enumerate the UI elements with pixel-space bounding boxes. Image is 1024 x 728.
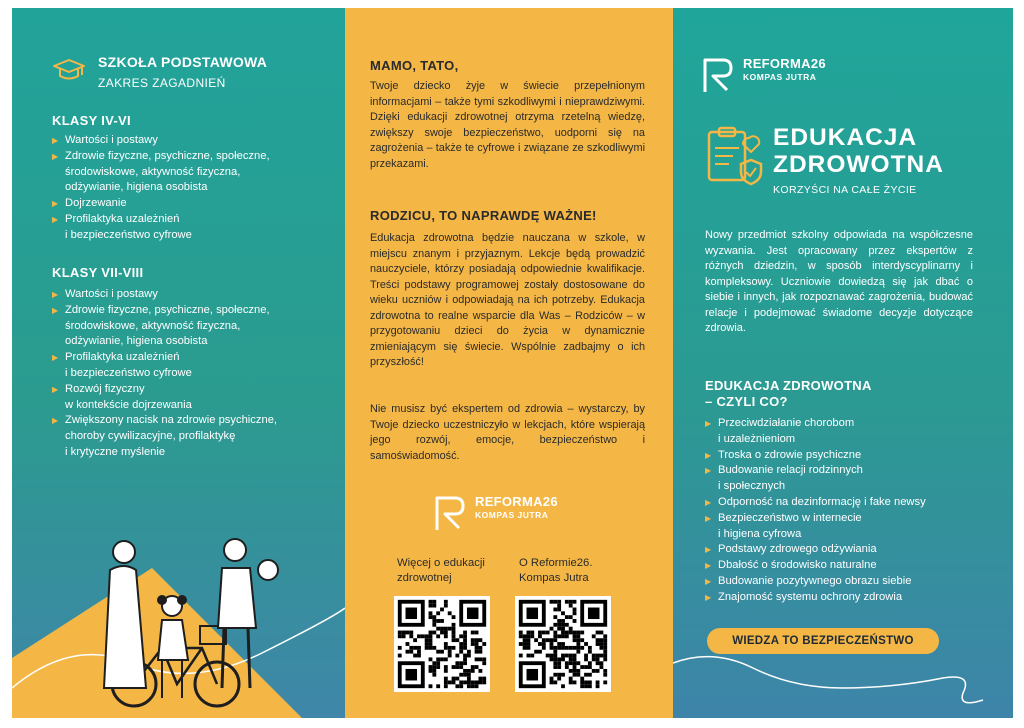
intro-paragraph: Nowy przedmiot szkolny odpowiada na współczesne wyzwania. Jest opracowany przez ekspertów z różnych dziedzin, w sposób interdyscyplinarny i kompleksowy. Uczniowie dowiedzą się jak dbać o siebie i innych, jak rozpoznawać zagrożenia, budować relacje i podejmować świadome decyzje dotyczące zdrowia. [705,229,973,334]
reforma-logo-icon [701,56,735,94]
logo-sub: KOMPAS JUTRA [743,72,817,82]
knowledge-is-safety-button[interactable]: WIEDZA TO BEZPIECZEŃSTWO [707,628,939,654]
important-heading: RODZICU, TO NAPRAWDĘ WAŻNE! [370,208,597,223]
list-item [705,416,995,448]
qr-caption-line: O Reformie26. [519,557,593,569]
qr-caption-health [397,556,485,586]
list-item [705,511,995,543]
brochure-title [773,124,944,178]
tagline: KORZYŚCI NA CAŁE ŻYCIE [773,184,917,196]
list-item-line: i bezpieczeństwo cyfrowe [65,228,192,241]
logo-name: REFORMA26 [475,494,558,509]
classes-iv-vi-heading: KLASY IV-VI [52,113,131,128]
reforma-logo-right [701,56,826,94]
list-item-line: środowiskowe, aktywność fizyczna, [65,165,241,178]
important-paragraph: Edukacja zdrowotna będzie nauczana w szkole, w miejscu znanym i przyjaznym. Lekcje będą prowadzić nauczyciele, którzy posiadają odpowiednie kwalifikacje. Treści podstawy programowej zostały dostosowane do wieku uczniów i odpowiadają na ich potrzeby. Edukacja zdrowotna to realne wsparcie dla Was – Rodziców – w przygotowaniu dzieci do życia w dynamicznie zmieniającym się świecie. Wspólnie zadbajmy o ich przyszłość! [370,232,645,368]
school-subtitle: ZAKRES ZAGADNIEŃ [98,76,226,90]
heading-line: – CZYLI CO? [705,394,788,409]
list-item-line: ▶ Znajomość systemu ochrony zdrowia [718,590,903,603]
list-item-line: ▶ Odporność na dezinformację i fake newsy [718,495,926,508]
list-item [705,495,995,511]
list-item-line: odżywianie, higiena osobista [65,335,208,348]
parents-heading: MAMO, TATO, [370,58,459,73]
list-item-line: ▶ Profilaktyka uzależnień [65,351,180,364]
list-item [705,542,995,558]
list-item-line: ▶ Wartości i postawy [65,134,158,146]
list-item-line: i krytyczne myślenie [65,445,166,458]
benefits-heading [705,378,872,410]
list-item-line: ▶ Zwiększony nacisk na zdrowie psychiczne, [65,414,278,427]
list-item-line: ▶ Przeciwdziałanie chorobom [718,417,855,429]
list-item [705,448,995,464]
family-bicycle-illustration [12,488,345,718]
expert-paragraph: Nie musisz być ekspertem od zdrowia – wystarczy, by Twoje dziecko uczestniczyło w lekcjach, które wspierają jego rozwój, emocje, bezpieczeństwo i samoświadomość. [370,403,645,462]
list-item-line: ▶ Budowanie relacji rodzinnych [718,464,863,477]
qr-caption-line: Więcej o edukacji [397,557,485,569]
reforma-logo-middle [433,494,558,532]
list-item-line: i społecznych [718,480,786,493]
list-item-line: ▶ Bezpieczeństwo w internecie [718,511,862,524]
classes-vii-viii-list [52,287,337,461]
list-item [52,196,337,212]
health-record-shield-icon [705,124,765,188]
qr-code-health[interactable] [394,596,490,692]
qr-caption-line: Kompas Jutra [519,572,589,584]
list-item-line: ▶ Troska o zdrowie psychiczne [718,448,862,461]
graduation-cap-icon [52,57,86,85]
title-line: ZDROWOTNA [773,151,944,178]
list-item-line: ▶ Wartości i postawy [65,288,158,300]
list-item-line: środowiskowe, aktywność fizyczna, [65,319,241,332]
list-item-line: ▶ Budowanie pozytywnego obrazu siebie [718,574,912,587]
qr-caption-reform [519,556,592,586]
list-item-line: ▶ Zdrowie fizyczne, psychiczne, społeczne, [65,303,270,316]
middle-panel [345,8,673,718]
school-header [52,54,267,90]
qr-caption-line: zdrowotnej [397,572,452,584]
heading-line: EDUKACJA ZDROWOTNA [705,378,872,393]
reforma-logo-icon [433,494,467,532]
classes-vii-viii-heading: KLASY VII-VIII [52,265,144,280]
list-item-line: w kontekście dojrzewania [65,398,192,411]
list-item [52,133,337,149]
qr-code-reform[interactable] [515,596,611,692]
list-item-line: choroby cywilizacyjne, profilaktykę [65,430,236,443]
list-item-line: ▶ Profilaktyka uzależnień [65,212,180,225]
list-item [52,149,337,196]
list-item-line: ▶ Dojrzewanie [65,197,127,210]
list-item-line: i bezpieczeństwo cyfrowe [65,366,192,379]
list-item [52,287,337,303]
logo-name: REFORMA26 [743,56,826,71]
parents-paragraph: Twoje dziecko żyje w świecie przepełnionym informacjami – także tymi szkodliwymi i nieprawdziwymi. Dzięki edukacji zdrowotnej otrzyma rzetelną wiedzę, zwiększy swoje bezpieczeństwo, uodporni się na zagrożenia – także te cyfrowe i związane ze szkodliwymi przekazami. [370,80,645,170]
list-item [705,463,995,495]
list-item-line: odżywianie, higiena osobista [65,181,208,194]
list-item [52,303,337,350]
list-item-line: i uzależnieniom [718,432,796,445]
left-panel [12,8,345,718]
list-item-line: ▶ Rozwój fizyczny [65,382,145,395]
list-item-line: ▶ Zdrowie fizyczne, psychiczne, społeczne, [65,149,270,162]
school-title: SZKOŁA PODSTAWOWA [98,54,268,70]
list-item-line: i higiena cyfrowa [718,527,802,540]
list-item [52,350,337,382]
list-item [52,212,337,244]
title-line: EDUKACJA [773,124,918,151]
logo-sub: KOMPAS JUTRA [475,510,549,520]
list-item-line: ▶ Podstawy zdrowego odżywiania [718,543,877,556]
list-item [52,382,337,414]
list-item [52,413,337,460]
right-panel [673,8,1013,718]
list-item-line: ▶ Dbałość o środowisko naturalne [718,559,877,572]
classes-iv-vi-list [52,133,337,244]
